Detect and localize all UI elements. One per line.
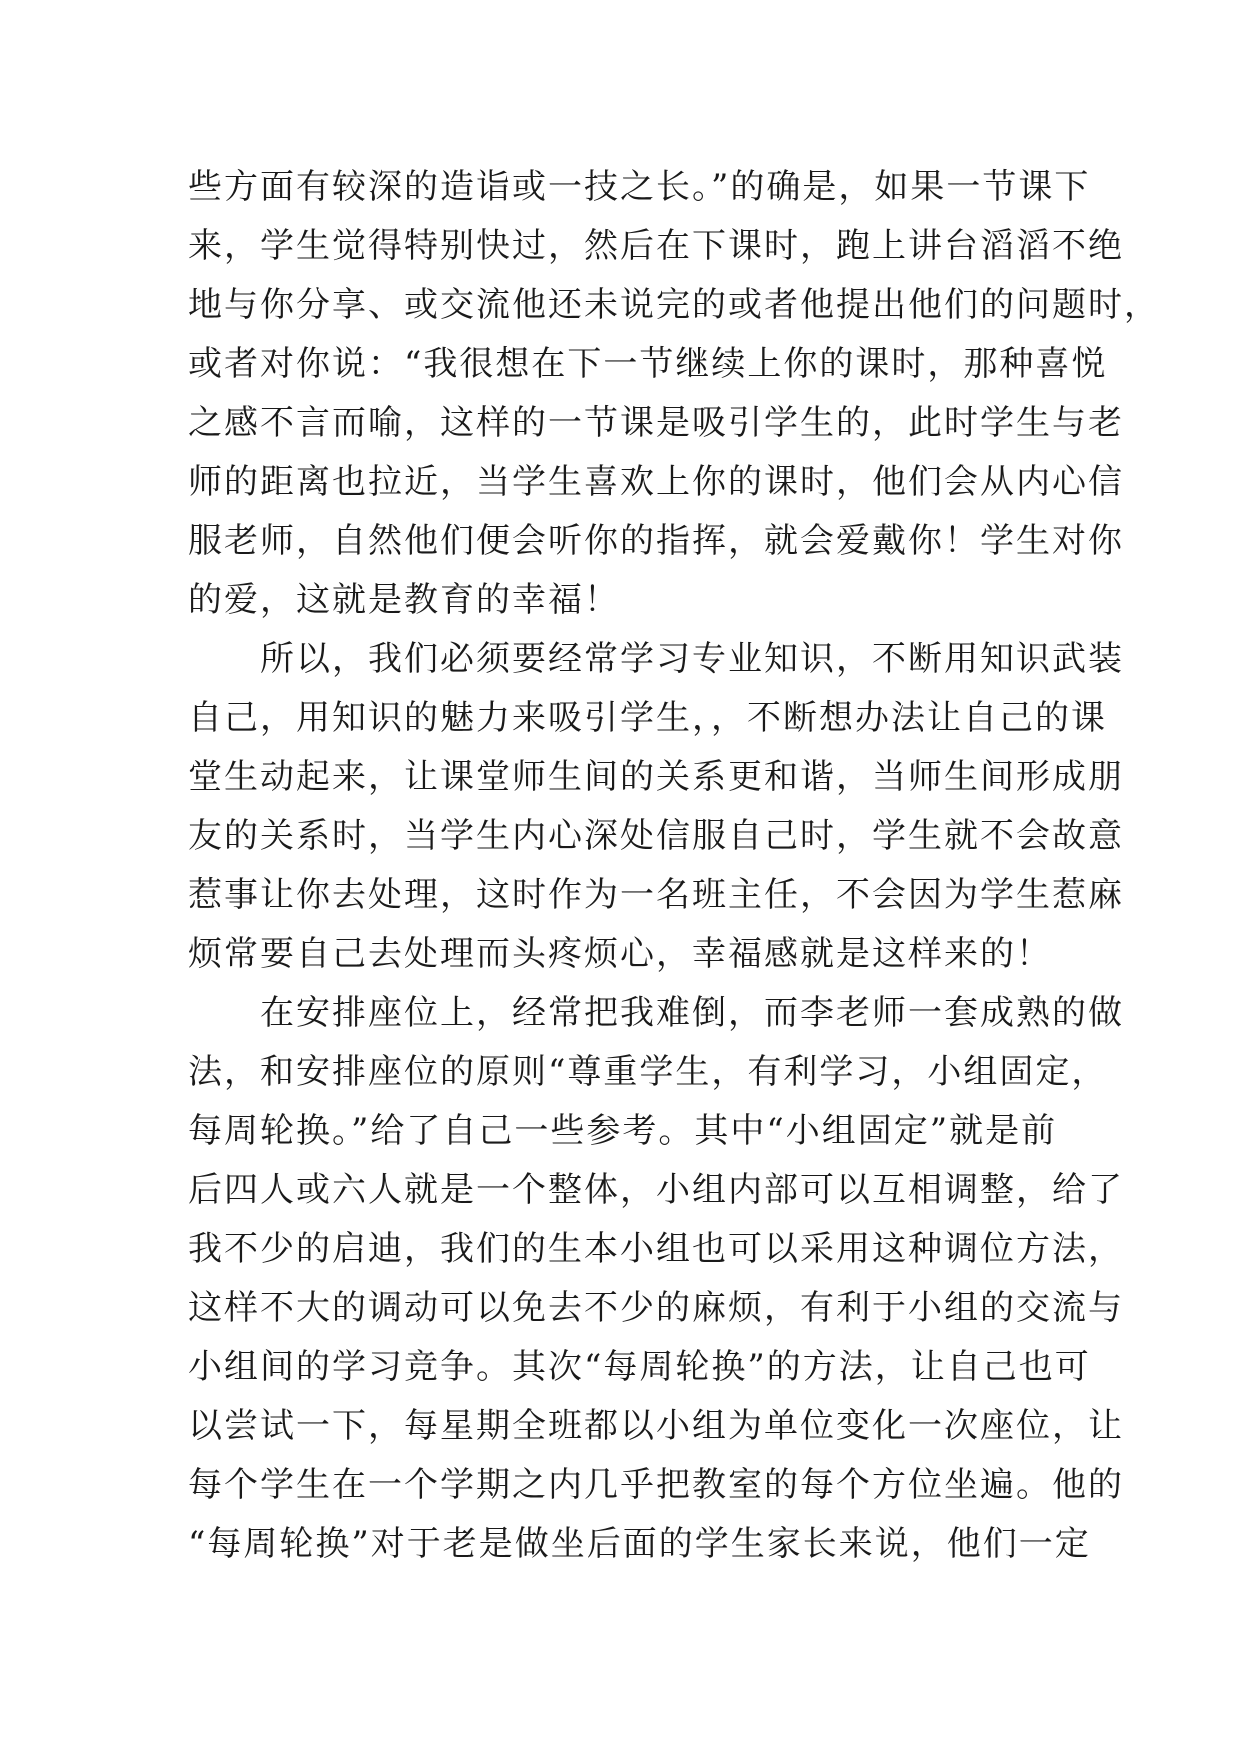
text-line: 来，学生觉得特别快过，然后在下课时，跑上讲台滔滔不绝 (188, 226, 1124, 266)
text-line: 友的关系时，当学生内心深处信服自己时，学生就不会故意 (188, 816, 1124, 856)
text-line: 烦常要自己去处理而头疼烦心，幸福感就是这样来的！ (188, 934, 1052, 974)
text-line: 每个学生在一个学期之内几乎把教室的每个方位坐遍。他的 (188, 1465, 1124, 1505)
text-line: 或者对你说：“我很想在下一节继续上你的课时，那种喜悦 (188, 344, 1108, 384)
text-line: 以尝试一下，每星期全班都以小组为单位变化一次座位，让 (188, 1406, 1124, 1446)
text-line: 自己，用知识的魅力来吸引学生，，不断想办法让自己的课 (188, 698, 1107, 738)
text-line: 惹事让你去处理，这时作为一名班主任，不会因为学生惹麻 (188, 875, 1124, 915)
text-line: 些方面有较深的造诣或一技之长。”的确是，如果一节课下 (188, 167, 1091, 207)
text-line: 这样不大的调动可以免去不少的麻烦，有利于小组的交流与 (188, 1288, 1124, 1328)
text-line: 地与你分享、或交流他还未说完的或者他提出他们的问题时， (188, 285, 1160, 325)
text-line: 堂生动起来，让课堂师生间的关系更和谐，当师生间形成朋 (188, 757, 1124, 797)
text-line: 师的距离也拉近，当学生喜欢上你的课时，他们会从内心信 (188, 462, 1124, 502)
text-line: 在安排座位上，经常把我难倒，而李老师一套成熟的做 (188, 993, 1124, 1033)
text-line: 法，和安排座位的原则“尊重学生，有利学习，小组固定， (188, 1052, 1108, 1092)
text-line: 服老师，自然他们便会听你的指挥，就会爱戴你！学生对你 (188, 521, 1124, 561)
text-line: 我不少的启迪，我们的生本小组也可以采用这种调位方法， (188, 1229, 1124, 1269)
text-line: “每周轮换”对于老是做坐后面的学生家长来说，他们一定 (188, 1524, 1091, 1564)
text-line: 每周轮换。”给了自己一些参考。其中“小组固定”就是前 (188, 1111, 1058, 1151)
text-line: 之感不言而喻，这样的一节课是吸引学生的，此时学生与老 (188, 403, 1124, 443)
document-body (188, 158, 1160, 1574)
text-line: 所以，我们必须要经常学习专业知识，不断用知识武装 (188, 639, 1124, 679)
text-line: 小组间的学习竞争。其次“每周轮换”的方法，让自己也可 (188, 1347, 1091, 1387)
text-line: 的爱，这就是教育的幸福！ (188, 580, 620, 620)
text-line: 后四人或六人就是一个整体，小组内部可以互相调整，给了 (188, 1170, 1124, 1210)
